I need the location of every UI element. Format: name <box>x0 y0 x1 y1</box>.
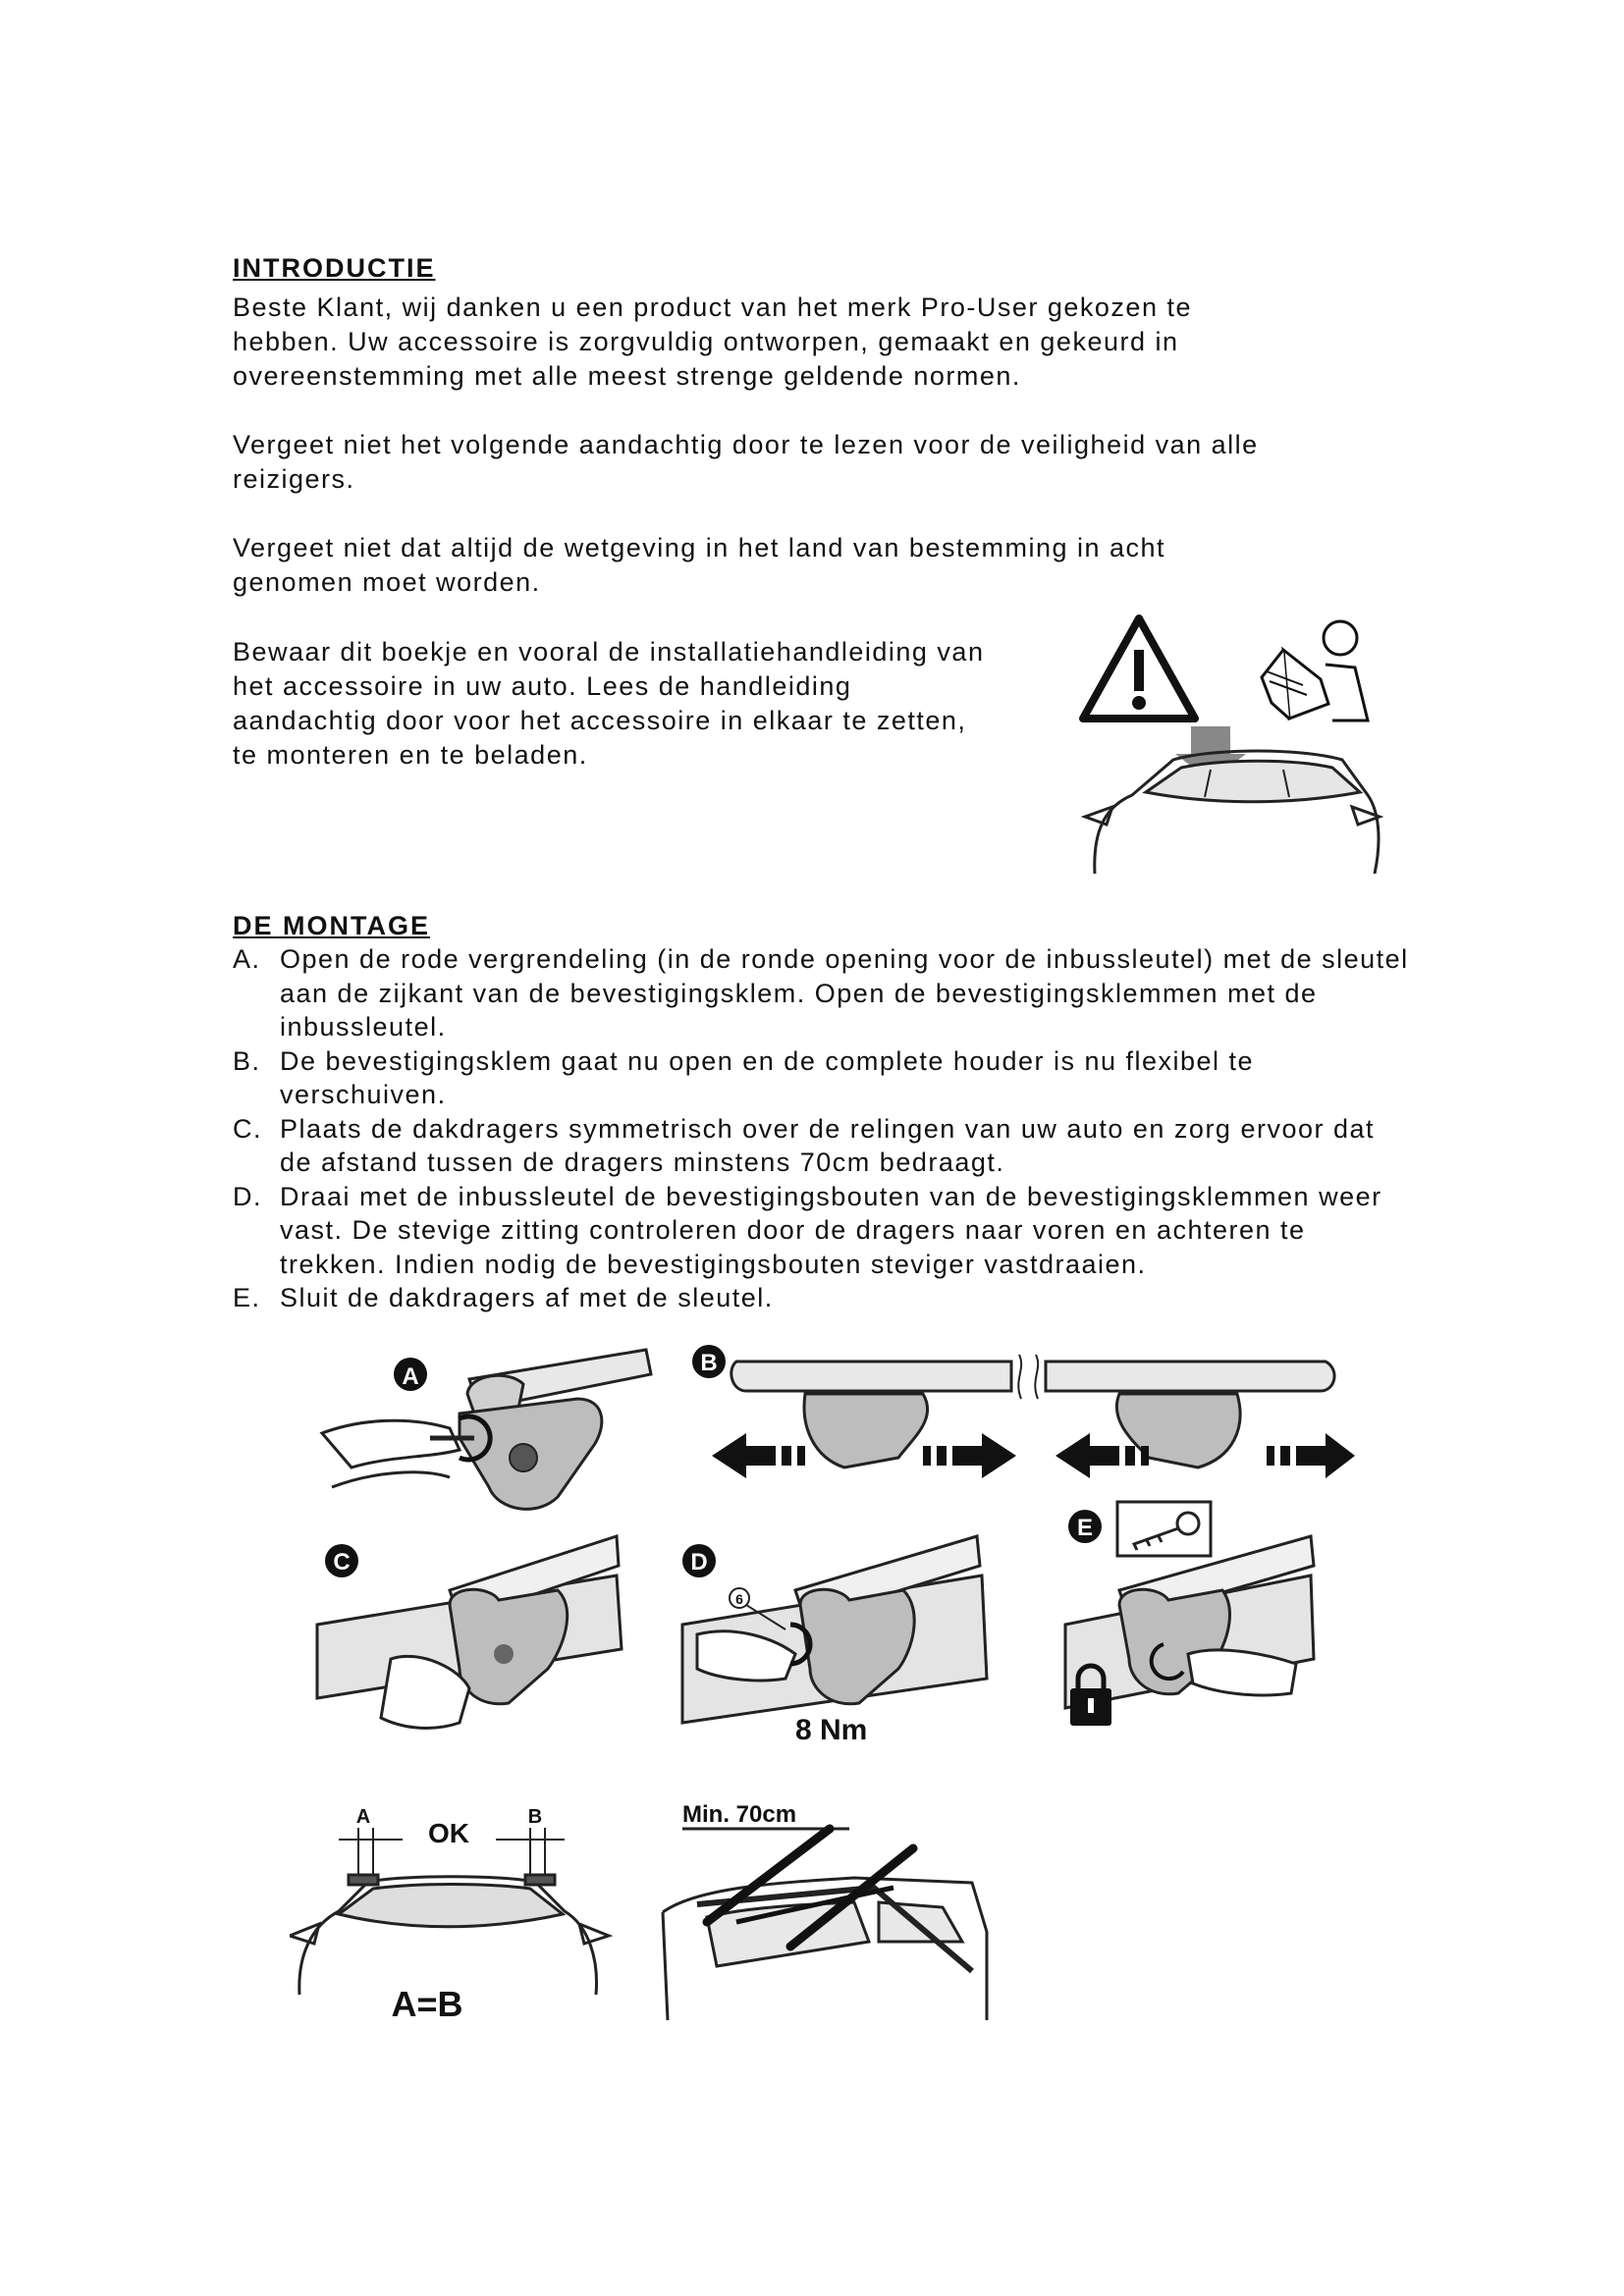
figure-e <box>1060 1497 1326 1752</box>
bolt-number: 6 <box>735 1591 743 1607</box>
step-b <box>233 1044 1411 1112</box>
roof-bar-left <box>731 1362 1011 1391</box>
hand-icon <box>322 1420 460 1468</box>
ok-label: OK <box>428 1818 469 1848</box>
arrow-right-icon <box>923 1433 1016 1478</box>
step-letter: A. <box>233 944 261 974</box>
step-text: Open de rode vergrendeling (in de ronde opening voor de inbussleutel) met de sleutel aan de zijkant van de bevestigingsklem. Open de bevestigingsklemmen met de inbussleutel. <box>280 944 1409 1041</box>
dim-b-label: B <box>527 1806 543 1828</box>
car-side-icon <box>663 1878 987 2020</box>
step-letter: C. <box>233 1113 262 1144</box>
car-front-icon <box>1085 751 1380 874</box>
intro-paragraph-2: Vergeet niet het volgende aandachtig door te lezen voor de veiligheid van alle reizigers. <box>233 430 1259 494</box>
clamp-right <box>1116 1394 1240 1468</box>
intro-paragraph-4: Bewaar dit boekje en vooral de installatiehandleiding van het accessoire in uw auto. Lees de handleiding aandachtig door voor het accessoire in elkaar te zetten, te monteren en te beladen. <box>233 637 985 770</box>
step-text: Draai met de inbussleutel de bevestigingsbouten van de bevestigingsklemmen weer vast. De stevige zitting controleren door de dragers naar voren en achteren te trekken. Indien nodig de bevestigingsbouten steviger vastdraaien. <box>280 1181 1382 1279</box>
intro-paragraph-1: Beste Klant, wij danken u een product van het merk Pro-User gekozen te hebben. Uw accessoire is zorgvuldig ontworpen, gemaakt en gekeurd in overeenstemming met alle meest strenge geldende normen. <box>233 293 1192 391</box>
step-letter: E. <box>233 1283 261 1312</box>
figure-symmetry <box>290 1798 623 2024</box>
montage-steps <box>233 942 1411 1315</box>
intro-paragraph-3: Vergeet niet dat altijd de wetgeving in het land van bestemming in acht genomen moet worden. <box>233 533 1166 597</box>
montage-heading: DE MONTAGE <box>233 911 430 940</box>
torque-value: 8 Nm <box>795 1714 868 1746</box>
step-d <box>233 1180 1411 1282</box>
intro-heading: INTRODUCTIE <box>233 253 436 283</box>
figure-min-distance <box>658 1794 992 2020</box>
step-text: Plaats de dakdragers symmetrisch over de relingen van uw auto en zorg ervoor dat de afstand tussen de dragers minstens 70cm bedraagt. <box>280 1113 1376 1177</box>
step-text: De bevestigingsklem gaat nu open en de complete houder is nu flexibel te verschuiven. <box>280 1045 1255 1109</box>
step-letter: B. <box>233 1045 261 1076</box>
step-e <box>233 1281 1411 1315</box>
warning-illustration <box>1075 611 1389 876</box>
figure-c <box>312 1531 626 1752</box>
figure-e-label: E <box>1076 1515 1094 1541</box>
equal-label: A=B <box>391 1984 463 2024</box>
step-text: Sluit de dakdragers af met de sleutel. <box>280 1283 774 1312</box>
figure-a <box>312 1340 656 1536</box>
dim-a-label: A <box>355 1806 371 1828</box>
reading-manual-icon <box>1262 621 1368 721</box>
min-distance-label: Min. 70cm <box>682 1801 797 1828</box>
step-c <box>233 1112 1411 1180</box>
arrow-left-icon <box>712 1433 805 1478</box>
step-a <box>233 942 1411 1044</box>
car-front-icon <box>290 1875 609 1995</box>
clamp-left <box>804 1394 928 1468</box>
figure-a-label: A <box>402 1363 419 1390</box>
figure-c-label: C <box>333 1549 351 1575</box>
figure-d <box>677 1531 992 1752</box>
figure-b-label: B <box>700 1350 718 1376</box>
figure-b <box>687 1340 1355 1507</box>
arrow-right-icon-2 <box>1267 1433 1355 1478</box>
step-letter: D. <box>233 1181 262 1211</box>
figure-d-label: D <box>690 1549 708 1575</box>
roof-bar-right <box>1046 1362 1334 1391</box>
